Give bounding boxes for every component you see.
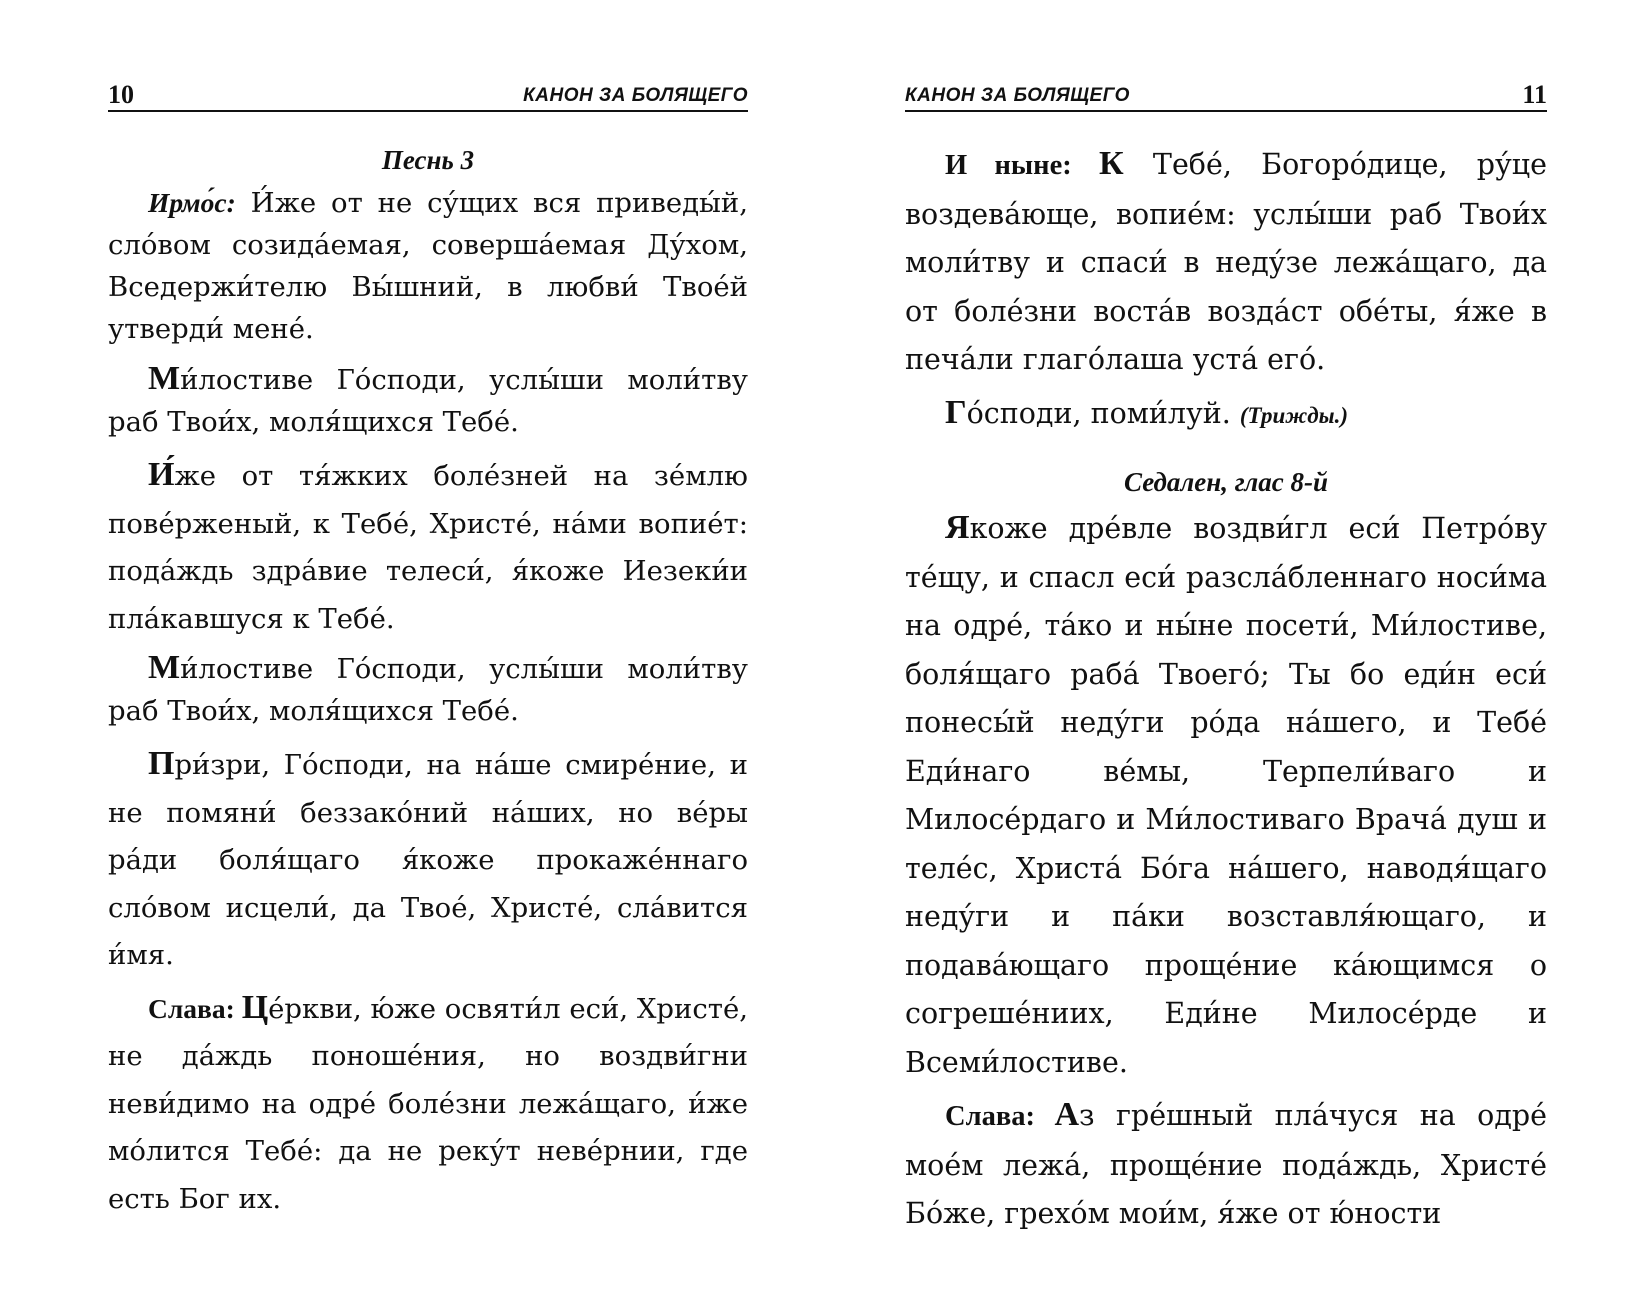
troparion-1-text: же от тя́жких боле́зней на зе́млю пове́рженый, к Тебе́, Христе́, на́ми вопие́т: пода́ждь здра́вие телеси́, я́коже Иезеки́и пла́кавшуся к Тебе́. [108, 460, 748, 635]
left-page [108, 0, 748, 1300]
glory-initial-right: А [1054, 1096, 1080, 1133]
troparion-paragraph-1 [108, 451, 748, 643]
troparion-2-initial: П [148, 745, 175, 782]
irmos-paragraph [108, 182, 748, 350]
glory-label-left: Слава: [148, 992, 242, 1024]
troparion-1-initial: И́ [148, 456, 175, 493]
now-paragraph [905, 140, 1547, 385]
refrain-2-text: и́лостиве Го́споди, услы́ши моли́тву раб Твои́х, моля́щихся Тебе́. [108, 653, 748, 727]
section-spacer [905, 444, 1547, 462]
sedalen-initial: Я [945, 509, 970, 546]
right-page-number: 11 [1522, 80, 1547, 109]
right-running-head [905, 78, 1547, 112]
refrain-1-initial: М [148, 360, 181, 397]
kyrie-note: (Трижды.) [1239, 402, 1348, 428]
glory-label-right: Слава: [945, 1101, 1055, 1132]
refrain-2-initial: М [148, 649, 181, 686]
now-initial: К [1099, 145, 1124, 182]
troparion-2-text: ри́зри, Го́споди, на на́ше смире́ние, и не помяни́ беззако́ний на́ших, но ве́ры ра́ди боля́щаго я́коже прокаже́ннаго сло́вом исцели́, да Твое́, Христе́, сла́вится и́мя. [108, 749, 748, 971]
refrain-1-text: и́лостиве Го́споди, услы́ши моли́тву раб Твои́х, моля́щихся Тебе́. [108, 364, 748, 438]
now-label: И ныне: [945, 150, 1100, 181]
now-text: Тебе́, Богоро́дице, ру́це воздева́юще, вопие́м: услы́ши раб Твои́х моли́тву и спаси́ в неду́зе лежа́щаго, да от боле́зни воста́в возда́ст обе́ты, я́же в печа́ли глаго́лаша уста́ его́. [905, 148, 1547, 376]
kyrie-paragraph [905, 389, 1547, 441]
section-heading-song-3: Песнь 3 [381, 145, 475, 175]
glory-paragraph-right [905, 1091, 1547, 1239]
sedalen-paragraph [905, 504, 1547, 1087]
sedalen-text: коже дре́вле воздви́гл еси́ Петро́ву те́щу, и спасл еси́ разсла́бленнаго носи́ма на одре́, та́ко и ны́не посети́, Ми́лостиве, боля́щаго раба́ Твоего́; Ты бо еди́н еси́ понесы́й неду́ги ро́да на́шего, и Тебе́ Еди́наго ве́мы, Терпели́ваго и Милосе́рдаго и Ми́лостиваго Врача́ душ и теле́с, Христа́ Бо́га на́шего, наводя́щаго неду́ги и па́ки возставля́ющаго, и подава́ющаго проще́ние ка́ющимся о согреше́ниих, Еди́не Милосе́рде и Всеми́лостиве. [905, 512, 1547, 1079]
right-page-content [905, 140, 1547, 1243]
irmos-text: И́же от не су́щих вся приведы́й, сло́вом созида́емая, соверша́емая Ду́хом, Вседержи́телю Вы́шний, в любви́ Твое́й утверди́ мене́. [108, 187, 748, 345]
glory-text-right: з гре́шный пла́чуся на одре́ мое́м лежа́, проще́ние пода́ждь, Христе́ Бо́же, грехо́м мои́м, я́же от ю́ности [905, 1099, 1547, 1230]
left-page-content [108, 140, 748, 1227]
refrain-paragraph-2 [108, 647, 748, 732]
left-page-number: 10 [108, 80, 134, 109]
left-running-title: КАНОН ЗА БОЛЯЩЕГО [523, 85, 748, 106]
refrain-paragraph-1 [108, 358, 748, 443]
irmos-label: Ирмо́с: [148, 187, 236, 218]
section-heading-sedalen: Седален, глас 8-й [1124, 467, 1328, 497]
kyrie-text: о́споди, поми́луй. [966, 396, 1240, 430]
right-running-title: КАНОН ЗА БОЛЯЩЕГО [905, 85, 1130, 106]
left-running-head [108, 78, 748, 112]
kyrie-initial: Г [945, 393, 967, 431]
troparion-paragraph-2 [108, 740, 748, 980]
glory-initial-left: Ц [241, 988, 269, 1026]
glory-text-left: е́ркви, ю́же освяти́л еси́, Христе́, не да́ждь поноше́ния, но воздви́гни неви́димо на одре́ боле́зни лежа́щаго, и́же мо́лится Тебе́: да не реку́т неве́рнии, где есть Бог их. [108, 992, 748, 1215]
right-page [905, 0, 1547, 1300]
glory-paragraph-left [108, 984, 748, 1224]
